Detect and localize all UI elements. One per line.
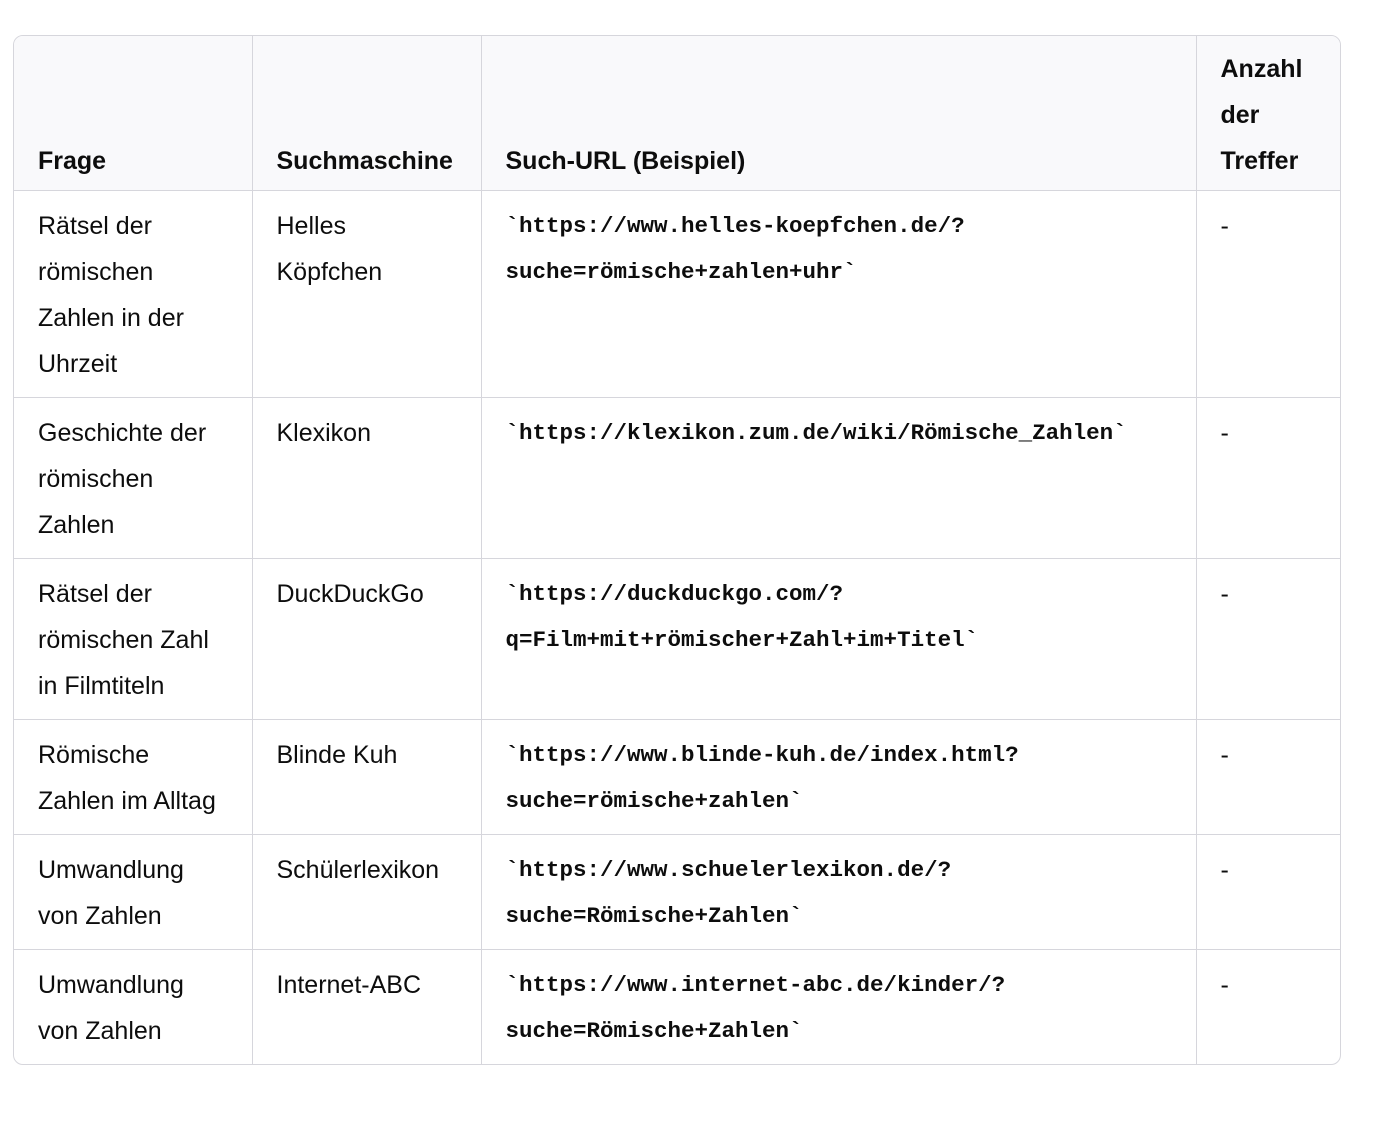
cell-frage: Umwandlung von Zahlen <box>14 835 252 950</box>
cell-frage: Römische Zahlen im Alltag <box>14 720 252 835</box>
cell-such-url <box>481 398 1196 559</box>
column-header-such-url: Such-URL (Beispiel) <box>481 36 1196 191</box>
cell-suchmaschine: DuckDuckGo <box>252 559 481 720</box>
table-row <box>14 398 1340 559</box>
cell-such-url <box>481 559 1196 720</box>
cell-such-url <box>481 191 1196 398</box>
cell-anzahl-treffer: - <box>1196 191 1340 398</box>
url-line-2: q=Film+mit+römischer+Zahl+im+Titel` <box>505 627 979 653</box>
cell-suchmaschine: Klexikon <box>252 398 481 559</box>
search-results-table-container <box>13 35 1341 1065</box>
url-line-1: `https://www.helles-koepfchen.de/? <box>505 213 965 239</box>
cell-frage: Rätsel der römischen Zahl in Filmtiteln <box>14 559 252 720</box>
cell-anzahl-treffer: - <box>1196 559 1340 720</box>
table-row <box>14 191 1340 398</box>
table-row <box>14 835 1340 950</box>
url-line-1: `https://duckduckgo.com/? <box>505 581 844 607</box>
cell-suchmaschine: Blinde Kuh <box>252 720 481 835</box>
column-header-suchmaschine: Suchmaschine <box>252 36 481 191</box>
cell-frage: Rätsel der römischen Zahlen in der Uhrzeit <box>14 191 252 398</box>
url-line-2: suche=Römische+Zahlen` <box>505 903 803 929</box>
url-line-2: suche=römische+zahlen+uhr` <box>505 259 857 285</box>
cell-suchmaschine: Schülerlexikon <box>252 835 481 950</box>
column-header-frage: Frage <box>14 36 252 191</box>
url-line-1: `https://klexikon.zum.de/wiki/Römische_Zahlen` <box>505 420 1127 446</box>
url-line-2: suche=Römische+Zahlen` <box>505 1018 803 1044</box>
cell-such-url <box>481 835 1196 950</box>
cell-suchmaschine: Internet-ABC <box>252 950 481 1065</box>
url-line-1: `https://www.blinde-kuh.de/index.html? <box>505 742 1019 768</box>
cell-suchmaschine: Helles Köpfchen <box>252 191 481 398</box>
cell-such-url <box>481 720 1196 835</box>
cell-anzahl-treffer: - <box>1220 971 1229 999</box>
table-row <box>14 720 1340 835</box>
table-header-row <box>14 36 1340 191</box>
cell-anzahl-treffer: - <box>1196 835 1340 950</box>
url-line-1: `https://www.schuelerlexikon.de/? <box>505 857 952 883</box>
url-line-1: `https://www.internet-abc.de/kinder/? <box>505 972 1006 998</box>
cell-anzahl-treffer: - <box>1196 720 1340 835</box>
table-row <box>14 950 1340 1065</box>
search-results-table <box>14 36 1340 1064</box>
column-header-anzahl-treffer: Anzahl der Treffer <box>1196 36 1340 191</box>
cell-frage: Umwandlung von Zahlen <box>14 950 252 1065</box>
url-line-2: suche=römische+zahlen` <box>505 788 803 814</box>
cell-such-url <box>481 950 1196 1065</box>
cell-frage: Geschichte der römischen Zahlen <box>14 398 252 559</box>
cell-anzahl-treffer: - <box>1196 398 1340 559</box>
table-row <box>14 559 1340 720</box>
